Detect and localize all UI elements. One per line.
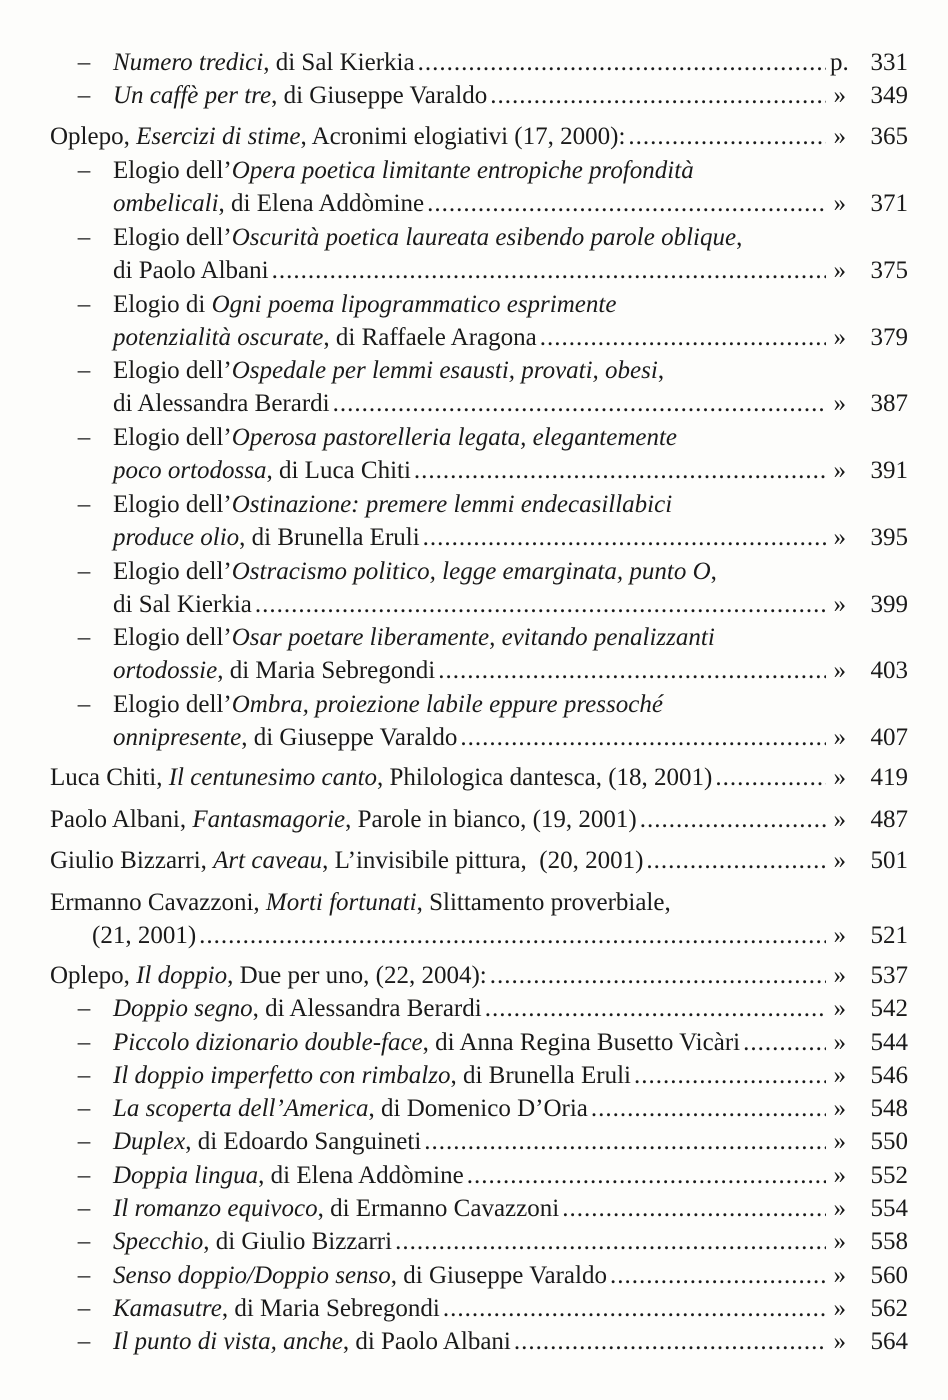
toc-entry-line — [113, 387, 846, 420]
entry-text: Elogio dell’ — [113, 224, 232, 251]
entry-text: di Sal Kierkia — [113, 591, 252, 619]
dot-leader — [427, 187, 826, 220]
entry-dash: – — [77, 1262, 91, 1289]
entry-dash: – — [77, 624, 91, 651]
work-title: La scoperta dell’America — [113, 1095, 369, 1122]
page-number: 550 — [870, 1128, 908, 1155]
page-number: 521 — [870, 922, 908, 950]
entry-dash: – — [77, 1029, 91, 1056]
work-title: Ostracismo politico, legge emarginata, punto O — [231, 558, 711, 585]
dot-leader — [640, 803, 826, 836]
entry-dash: – — [77, 224, 91, 251]
page-marker: » — [833, 1029, 846, 1056]
work-title: Osar poetare liberamente, evitando penalizzanti — [231, 624, 715, 651]
work-title: Oscurità poetica laureata esibendo parole oblique — [231, 224, 737, 251]
work-title: produce olio — [113, 524, 240, 552]
page-number: 554 — [870, 1195, 908, 1222]
toc-entry-line — [113, 688, 846, 721]
entry-dash: – — [77, 691, 91, 718]
dot-leader — [414, 454, 826, 487]
work-title: Ospedale per lemmi esausti, provati, obesi — [231, 357, 658, 384]
page-marker: » — [833, 995, 846, 1022]
dot-leader — [460, 721, 826, 754]
toc-entry-line — [113, 992, 846, 1025]
page-marker: » — [833, 457, 846, 485]
page-marker: » — [833, 962, 846, 989]
work-title: Doppia lingua — [113, 1162, 259, 1189]
entry-dash: – — [77, 1195, 91, 1222]
entry-text: , di Brunella Eruli — [239, 524, 420, 552]
entry-dash: – — [77, 491, 91, 518]
entry-text: Paolo Albani, — [50, 806, 193, 833]
page-number: 501 — [870, 847, 908, 874]
page-number: 544 — [870, 1029, 908, 1056]
toc-entry-line — [113, 521, 846, 554]
toc-entry-line — [113, 1125, 846, 1158]
toc-entry-line — [113, 421, 846, 454]
toc-entry-line — [113, 354, 846, 387]
entry-text: , L’invisibile pittura, (20, 2001) — [322, 847, 644, 874]
dot-leader — [485, 992, 826, 1025]
dot-leader — [395, 1225, 826, 1258]
toc-entry-line — [113, 1059, 846, 1092]
page-marker: » — [833, 1162, 846, 1189]
page-marker: » — [833, 390, 846, 418]
work-title: Morti fortunati — [265, 889, 417, 916]
dot-leader — [255, 588, 826, 621]
entry-text: , di Alessandra Berardi — [252, 995, 482, 1022]
entry-dash: – — [77, 1228, 91, 1255]
toc-entry-line — [50, 803, 846, 836]
entry-dash: – — [77, 357, 91, 384]
work-title: Operosa pastorelleria legata, elegantemente — [231, 424, 678, 451]
page-marker: » — [833, 764, 846, 791]
page-number: 407 — [870, 724, 908, 752]
entry-text: , di Brunella Eruli — [450, 1062, 632, 1089]
page-marker: » — [833, 1328, 846, 1355]
dot-leader — [610, 1259, 826, 1292]
entry-dash: – — [77, 558, 91, 585]
page-marker: » — [833, 922, 846, 950]
toc-entry-line — [113, 1159, 846, 1192]
work-title: Il doppio imperfetto con rimbalzo — [113, 1062, 451, 1089]
dot-leader — [540, 321, 826, 354]
entry-dash: – — [77, 1162, 91, 1189]
entry-dash: – — [77, 1128, 91, 1155]
page-number: 331 — [870, 49, 908, 76]
entry-text: Elogio dell’ — [113, 357, 232, 384]
entry-text: (21, 2001) — [92, 922, 197, 950]
page-marker: » — [833, 591, 846, 619]
toc-entry-line — [92, 919, 846, 952]
page-number: 365 — [870, 123, 908, 150]
work-title: Un caffè per tre — [113, 82, 272, 109]
entry-text: , di Maria Sebregondi — [217, 657, 436, 685]
page-number: 379 — [870, 324, 908, 352]
work-title: Il doppio — [136, 962, 228, 989]
page-number: 552 — [870, 1162, 908, 1189]
entry-dash: – — [77, 424, 91, 451]
page-number: 387 — [870, 390, 908, 418]
entry-text: di Alessandra Berardi — [113, 390, 330, 418]
work-title: Ogni poema lipogrammatico esprimente — [211, 291, 617, 318]
dot-leader — [443, 1292, 826, 1325]
page-marker: » — [833, 724, 846, 752]
toc-entry-line — [50, 886, 846, 919]
page-marker: » — [833, 524, 846, 552]
dot-leader — [418, 46, 826, 79]
dot-leader — [743, 1026, 826, 1059]
page-marker: » — [833, 1262, 846, 1289]
dot-leader — [514, 1325, 826, 1358]
entry-text: , di Anna Regina Busetto Vicàri — [422, 1029, 741, 1056]
dot-leader — [199, 919, 826, 952]
entry-text: Elogio dell’ — [113, 491, 232, 518]
dot-leader — [423, 521, 826, 554]
toc-entry-line — [113, 1292, 846, 1325]
entry-dash: – — [77, 1295, 91, 1322]
work-title: ortodossie — [113, 657, 218, 685]
dot-leader — [591, 1092, 826, 1125]
page-marker: » — [833, 1295, 846, 1322]
toc-entry-line — [113, 555, 846, 588]
toc-entry-line — [113, 154, 846, 187]
work-title: Kamasutre — [113, 1295, 222, 1322]
page-number: 537 — [870, 962, 908, 989]
entry-dash: – — [77, 1095, 91, 1122]
page-marker: » — [833, 847, 846, 874]
work-title: potenzialità oscurate — [113, 324, 324, 352]
entry-text: Elogio dell’ — [113, 157, 232, 184]
entry-text: di Paolo Albani — [113, 257, 269, 285]
entry-text: Elogio dell’ — [113, 424, 232, 451]
entry-text: Elogio dell’ — [113, 691, 232, 718]
dot-leader — [467, 1159, 826, 1192]
work-title: poco ortodossa — [113, 457, 267, 485]
page-marker: p. — [830, 49, 849, 76]
work-title: Ostinazione: premere lemmi endecasillabici — [231, 491, 673, 518]
toc-entry-line — [113, 321, 846, 354]
entry-text: , di Elena Addòmine — [218, 190, 425, 218]
toc-entry-line — [113, 588, 846, 621]
page-number: 558 — [870, 1228, 908, 1255]
toc-entry-line — [113, 187, 846, 220]
entry-text: Giulio Bizzarri, — [50, 847, 214, 874]
toc-entry-line — [50, 844, 846, 877]
toc-entry-line — [113, 488, 846, 521]
entry-dash: – — [77, 82, 91, 109]
entry-text: , di Elena Addòmine — [258, 1162, 464, 1189]
page-marker: » — [833, 1195, 846, 1222]
dot-leader — [490, 959, 826, 992]
toc-entry-line — [113, 46, 849, 79]
work-title: Esercizi di stime — [136, 123, 301, 150]
toc-entry-line — [113, 454, 846, 487]
work-title: Piccolo dizionario double-face — [113, 1029, 423, 1056]
page-number: 487 — [870, 806, 908, 833]
entry-dash: – — [77, 995, 91, 1022]
page-number: 395 — [870, 524, 908, 552]
work-title: Ombra, proiezione labile eppure pressoché — [231, 691, 663, 718]
work-title: Duplex — [113, 1128, 186, 1155]
toc-entry-line — [113, 721, 846, 754]
entry-text: , Philologica dantesca, (18, 2001) — [377, 764, 713, 791]
entry-text: , Parole in bianco, (19, 2001) — [345, 806, 637, 833]
page-marker: » — [833, 257, 846, 285]
page-number: 542 — [870, 995, 908, 1022]
work-title: ombelicali — [113, 190, 219, 218]
entry-text: , Due per uno, (22, 2004): — [227, 962, 487, 989]
dot-leader — [634, 1059, 826, 1092]
toc-entry-line — [50, 959, 846, 992]
page-number: 403 — [870, 657, 908, 685]
entry-dash: – — [77, 157, 91, 184]
entry-text: , di Giuseppe Varaldo — [271, 82, 488, 109]
entry-text: Oplepo, — [50, 962, 137, 989]
work-title: Il romanzo equivoco — [113, 1195, 318, 1222]
entry-text: , Acronimi elogiativi (17, 2000): — [300, 123, 626, 150]
page-number: 349 — [870, 82, 908, 109]
toc-entry-line — [113, 654, 846, 687]
page-number: 562 — [870, 1295, 908, 1322]
work-title: Fantasmagorie — [192, 806, 346, 833]
page-number: 399 — [870, 591, 908, 619]
work-title: Il punto di vista, anche — [113, 1328, 343, 1355]
page-marker: » — [833, 82, 846, 109]
entry-text: , di Edoardo Sanguineti — [185, 1128, 422, 1155]
entry-text: , di Raffaele Aragona — [323, 324, 537, 352]
entry-text: , di Paolo Albani — [342, 1328, 511, 1355]
entry-dash: – — [77, 1328, 91, 1355]
entry-text: Elogio di — [113, 291, 212, 318]
work-title: Il centunesimo canto — [168, 764, 378, 791]
toc-entry-line — [113, 1192, 846, 1225]
entry-text: Ermanno Cavazzoni, — [50, 889, 266, 916]
dot-leader — [562, 1192, 826, 1225]
toc-entry-line — [113, 79, 846, 112]
entry-dash: – — [77, 49, 91, 76]
dot-leader — [438, 654, 826, 687]
work-title: Art caveau — [213, 847, 323, 874]
dot-leader — [272, 254, 826, 287]
work-title: Numero tredici — [113, 49, 264, 76]
entry-text: , di Giuseppe Varaldo — [390, 1262, 607, 1289]
toc-entry-line — [50, 120, 846, 153]
page-number: 564 — [870, 1328, 908, 1355]
page-marker: » — [833, 806, 846, 833]
work-title: Senso doppio/Doppio senso — [113, 1262, 391, 1289]
entry-dash: – — [77, 1062, 91, 1089]
toc-entry-line — [113, 1259, 846, 1292]
page-marker: » — [833, 123, 846, 150]
dot-leader — [646, 844, 826, 877]
page-marker: » — [833, 1062, 846, 1089]
entry-text: , — [657, 357, 665, 384]
page-number: 548 — [870, 1095, 908, 1122]
page-marker: » — [833, 190, 846, 218]
page-marker: » — [833, 1228, 846, 1255]
toc-entry-line — [113, 621, 846, 654]
work-title: Specchio — [113, 1228, 204, 1255]
toc-entry-line — [113, 1092, 846, 1125]
page-marker: » — [833, 324, 846, 352]
toc-entry-line — [50, 761, 846, 794]
entry-text: , Slittamento proverbiale, — [416, 889, 671, 916]
page-number: 546 — [870, 1062, 908, 1089]
entry-dash: – — [77, 291, 91, 318]
entry-text: Elogio dell’ — [113, 558, 232, 585]
work-title: onnipresente — [113, 724, 242, 752]
entry-text: , di Luca Chiti — [266, 457, 411, 485]
entry-text: , di Maria Sebregondi — [221, 1295, 440, 1322]
entry-text: Luca Chiti, — [50, 764, 169, 791]
page-number: 419 — [870, 764, 908, 791]
dot-leader — [333, 387, 826, 420]
dot-leader — [490, 79, 826, 112]
dot-leader — [715, 761, 826, 794]
entry-text: , di Domenico D’Oria — [368, 1095, 588, 1122]
toc-entry-line — [113, 221, 846, 254]
page-number: 560 — [870, 1262, 908, 1289]
page-number: 371 — [870, 190, 908, 218]
page-marker: » — [833, 657, 846, 685]
work-title: Doppio segno — [113, 995, 253, 1022]
page-number: 375 — [870, 257, 908, 285]
toc-entry-line — [113, 1325, 846, 1358]
entry-text: , di Giuseppe Varaldo — [241, 724, 458, 752]
entry-text: , — [710, 558, 717, 585]
entry-text: , — [736, 224, 743, 251]
toc-entry-line — [113, 288, 846, 321]
dot-leader — [424, 1125, 826, 1158]
entry-text: Oplepo, — [50, 123, 137, 150]
work-title: Opera poetica limitante entropiche profondità — [231, 157, 694, 184]
toc-entry-line — [113, 254, 846, 287]
page-marker: » — [833, 1095, 846, 1122]
entry-text: Elogio dell’ — [113, 624, 232, 651]
toc-entry-line — [113, 1225, 846, 1258]
dot-leader — [628, 120, 826, 153]
entry-text: , di Giulio Bizzarri — [203, 1228, 393, 1255]
entry-text: , di Ermanno Cavazzoni — [317, 1195, 560, 1222]
toc-entry-line — [113, 1026, 846, 1059]
page-number: 391 — [870, 457, 908, 485]
page-marker: » — [833, 1128, 846, 1155]
entry-text: , di Sal Kierkia — [263, 49, 415, 76]
